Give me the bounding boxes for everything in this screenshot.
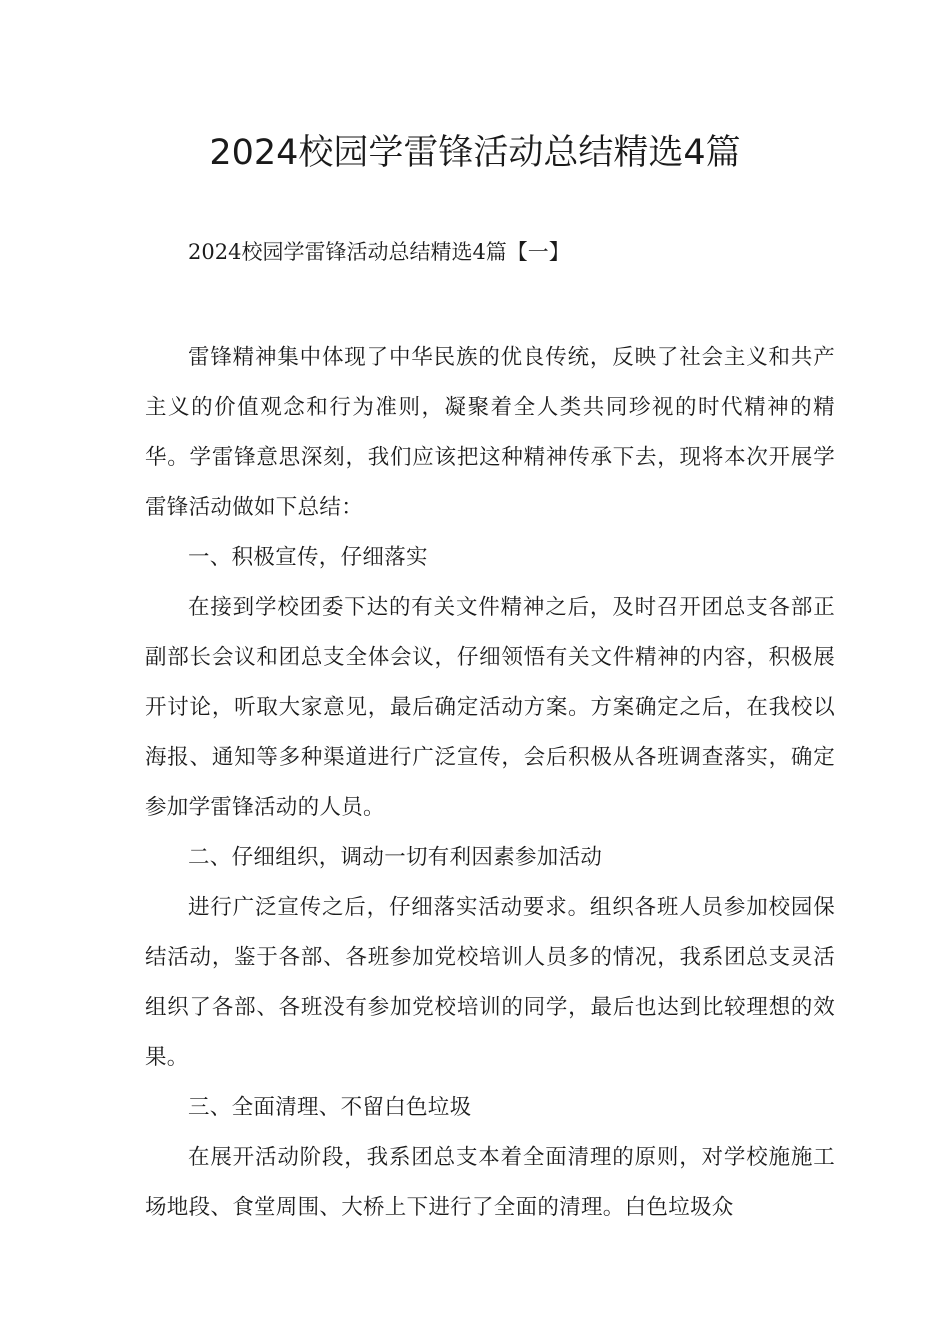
paragraph-section-1: 在接到学校团委下达的有关文件精神之后，及时召开团总支各部正副部长会议和团总支全体会议，仔细领悟有关文件精神的内容，积极展开讨论，听取大家意见，最后确定活动方案。方案确定之后，在我校以海报、通知等多种渠道进行广泛宣传，会后积极从各班调查落实，确定参加学雷锋活动的人员。 (145, 595, 835, 820)
section-subtitle: 2024校园学雷锋活动总结精选4篇【一】 (188, 240, 570, 264)
document-title: 2024校园学雷锋活动总结精选4篇 (209, 133, 741, 173)
document-body (145, 333, 835, 1233)
paragraph-section-2: 进行广泛宣传之后，仔细落实活动要求。组织各班人员参加校园保结活动，鉴于各部、各班参加党校培训人员多的情况，我系团总支灵活组织了各部、各班没有参加党校培训的同学，最后也达到比较理想的效果。 (145, 895, 835, 1070)
paragraph-section-3: 在展开活动阶段，我系团总支本着全面清理的原则，对学校施施工场地段、食堂周围、大桥上下进行了全面的清理。白色垃圾众 (145, 1145, 835, 1220)
section-heading-2: 二、仔细组织，调动一切有利因素参加活动 (188, 845, 603, 870)
paragraph-intro: 雷锋精神集中体现了中华民族的优良传统，反映了社会主义和共产主义的价值观念和行为准则，凝聚着全人类共同珍视的时代精神的精华。学雷锋意思深刻，我们应该把这种精神传承下去，现将本次开展学雷锋活动做如下总结： (145, 345, 835, 520)
section-heading-3: 三、全面清理、不留白色垃圾 (188, 1095, 472, 1120)
section-heading-1: 一、积极宣传，仔细落实 (188, 545, 428, 570)
